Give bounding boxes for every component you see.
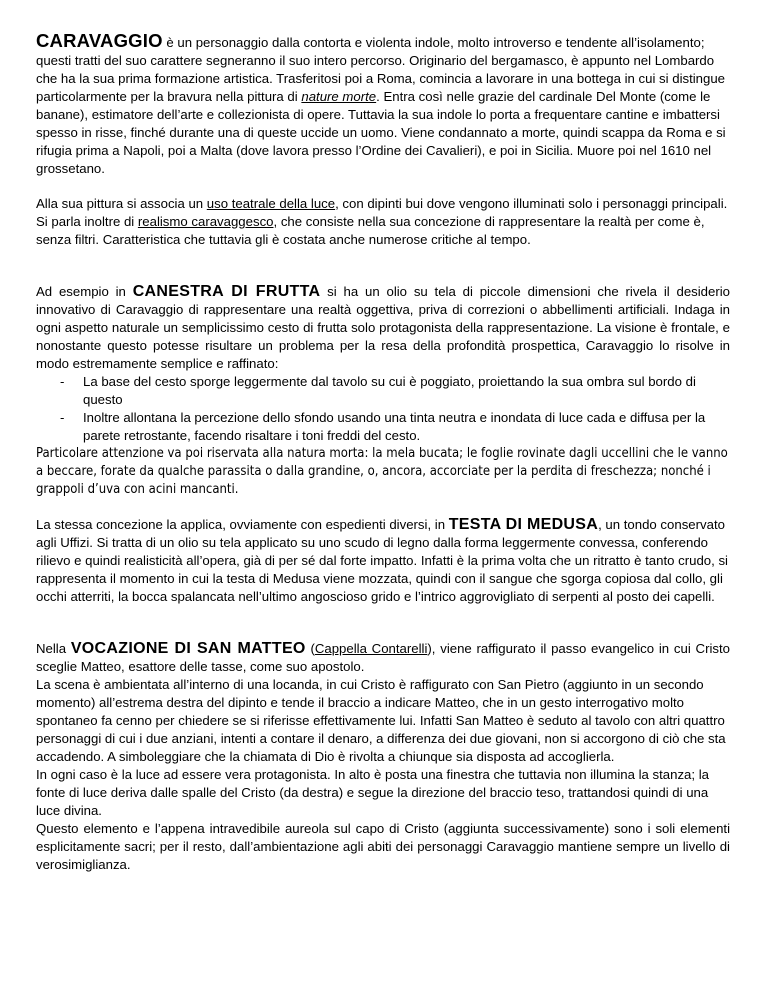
- medusa-paragraph: [36, 516, 730, 606]
- realism-paragraph: [36, 213, 730, 249]
- link-realismo[interactable]: realismo caravaggesco: [137, 214, 274, 229]
- title-canestra: CANESTRA DI FRUTTA: [132, 283, 321, 300]
- canestra-paragraph: [36, 283, 730, 373]
- spacer: [36, 499, 730, 516]
- list-item: [36, 409, 730, 445]
- intro-paragraph: [36, 32, 730, 178]
- canestra-list: [36, 373, 730, 445]
- medusa-text: , un tondo conservato agli Uffizi. Si tratta di un olio su tela applicato su uno scudo di legno dalla forma leggermente convessa, conferendo rilievo e quindi realisticità all’opera, già di per sé dal forte impatto. Infatti è la prima volta che un ritratto è tanto crudo, si rappresenta il momento in cui la testa di Medusa viene mozzata, quindi con il sangue che sgorga copiosa dal collo, gli occhi atterriti, la bocca spalancata nell’ultimo angoscioso grido e l’intrico aggrovigliato di serpenti al posto dei capelli.: [36, 517, 728, 604]
- title-medusa: TESTA DI MEDUSA: [448, 516, 599, 533]
- medusa-text-before: La stessa concezione la applica, ovviamente con espedienti diversi, in: [36, 517, 449, 532]
- realism-text-after: , che consiste nella sua concezione di rappresentare la realtà per come è, senza filtri. Caratteristica che tuttavia gli è costata anche numerose critiche al tempo.: [36, 214, 705, 247]
- spacer: [36, 606, 730, 640]
- spacer: [36, 178, 730, 195]
- paren-close: ): [427, 641, 432, 656]
- document-page: [36, 32, 730, 874]
- title-vocazione: VOCAZIONE DI SAN MATTEO: [70, 640, 306, 657]
- list-item-text: La base del cesto sporge leggermente dal tavolo su cui è poggiato, proiettando la sua ombra sul bordo di questo: [83, 374, 696, 407]
- canestra-text-before: Ad esempio in: [36, 284, 133, 299]
- spacer: [36, 249, 730, 283]
- matteo-text-before: Nella: [36, 641, 71, 656]
- intro-text: è un personaggio dalla contorta e violenta indole, molto introverso e tendente all’isolamento; questi tratti del suo carattere segneranno il suo intero percorso. Originario del bergamasco, è appunto nel Lombardo che ha la sua prima formazione artistica. Trasferitosi poi a Roma, comincia a lavorare in una bottega in cui si distingue particolarmente per la bravura nella pittura di: [36, 35, 726, 104]
- matteo-paragraph: [36, 640, 730, 676]
- paren-open: (: [305, 641, 315, 656]
- list-item: [36, 373, 730, 409]
- light-text-after: , con dipinti bui dove vengono illuminati solo i personaggi principali.: [335, 196, 728, 211]
- scene-paragraph: La scena è ambientata all’interno di una locanda, in cui Cristo è raffigurato con San Pietro (aggiunto in un secondo momento) all’estrema destra del dipinto e tende il braccio a indicare Matteo, che in un gesto interrogativo molto spontaneo fa cenno per chiedere se si riferisse effettivamente lui. Infatti San Matteo è seduto al tavolo con altri quattro personaggi di cui i due anziani, intenti a contare il denaro, a differenza dei due giovani, non si accorgono di ciò che sta accadendo. A simboleggiare che la chiamata di Dio è rivolta a chiunque sia disposta ad accoglierla.: [36, 677, 726, 764]
- intro-text-after: . Entra così nelle grazie del cardinale Del Monte (come le banane), estimatore dell’arte e collezionista di opere. Tuttavia la sua indole lo porta a frequentare cantine e imbattersi spesso in risse, finché durante una di queste uccide un uomo. Viene condannato a morte, quindi scappa da Roma e si rifugia prima a Napoli, poi a Malta (dove lavora presso l’Ordine dei Cavalieri), e poi in Sicilia. Muore poi nel 1610 nel grossetano.: [36, 89, 726, 176]
- light-paragraph: [36, 195, 730, 213]
- light-protagonist-paragraph: In ogni caso è la luce ad essere vera protagonista. In alto è posta una finestra che tuttavia non illumina la stanza; la fonte di luce deriva dalle spalle del Cristo (da destra) e segue la direzione del braccio teso, trattandosi quindi di una luce divina.: [36, 767, 709, 818]
- canestra-text: si ha un olio su tela di piccole dimensioni che rivela il desiderio innovativo di Caravaggio di rappresentare una realtà oggettiva, priva di correzioni o abbellimenti artificiali. Indaga in ogni aspetto naturale un semplicissimo cesto di frutta solo protagonista della rappresentazione. La visione è frontale, e nonostante questo potesse risultare un problema per la resa della profondità prospettica, Caravaggio lo risolve in modo estremamente semplice e raffinato:: [36, 284, 731, 371]
- light-text-before: Alla sua pittura si associa un: [36, 196, 207, 211]
- link-nature-morte[interactable]: nature morte: [301, 89, 377, 104]
- natura-morta-paragraph: Particolare attenzione va poi riservata alla natura morta: la mela bucata; le foglie rovinate dagli uccellini che le vanno a beccare, forate da qualche parassita o dalla grandine, o, ancora, accorciate per la perdita di freschezza; nonché i grappoli d’uva con acini mancanti.: [36, 446, 728, 497]
- dash-bullet: -: [60, 374, 65, 389]
- link-cappella-contarelli[interactable]: Cappella Contarelli: [314, 641, 428, 656]
- link-uso-teatrale[interactable]: uso teatrale della luce: [206, 196, 336, 211]
- sacred-elements-paragraph: Questo elemento e l’appena intravedibile aureola sul capo di Cristo (aggiunta successivamente) sono i soli elementi esplicitamente sacri; per il resto, dall’ambientazione agli abiti dei personaggi Caravaggio mantiene sempre un livello di verosimiglianza.: [36, 821, 730, 872]
- list-item-text: Inoltre allontana la percezione dello sfondo usando una tinta neutra e inondata di luce cada e diffusa per la parete retrostante, facendo risaltare i toni freddi del cesto.: [83, 410, 706, 443]
- realism-text-before: Si parla inoltre di: [36, 214, 138, 229]
- matteo-text: , viene raffigurato il passo evangelico in cui Cristo sceglie Matteo, esattore delle tasse, come suo apostolo.: [36, 641, 730, 674]
- title-caravaggio: CARAVAGGIO: [36, 30, 163, 51]
- dash-bullet: -: [60, 410, 65, 425]
